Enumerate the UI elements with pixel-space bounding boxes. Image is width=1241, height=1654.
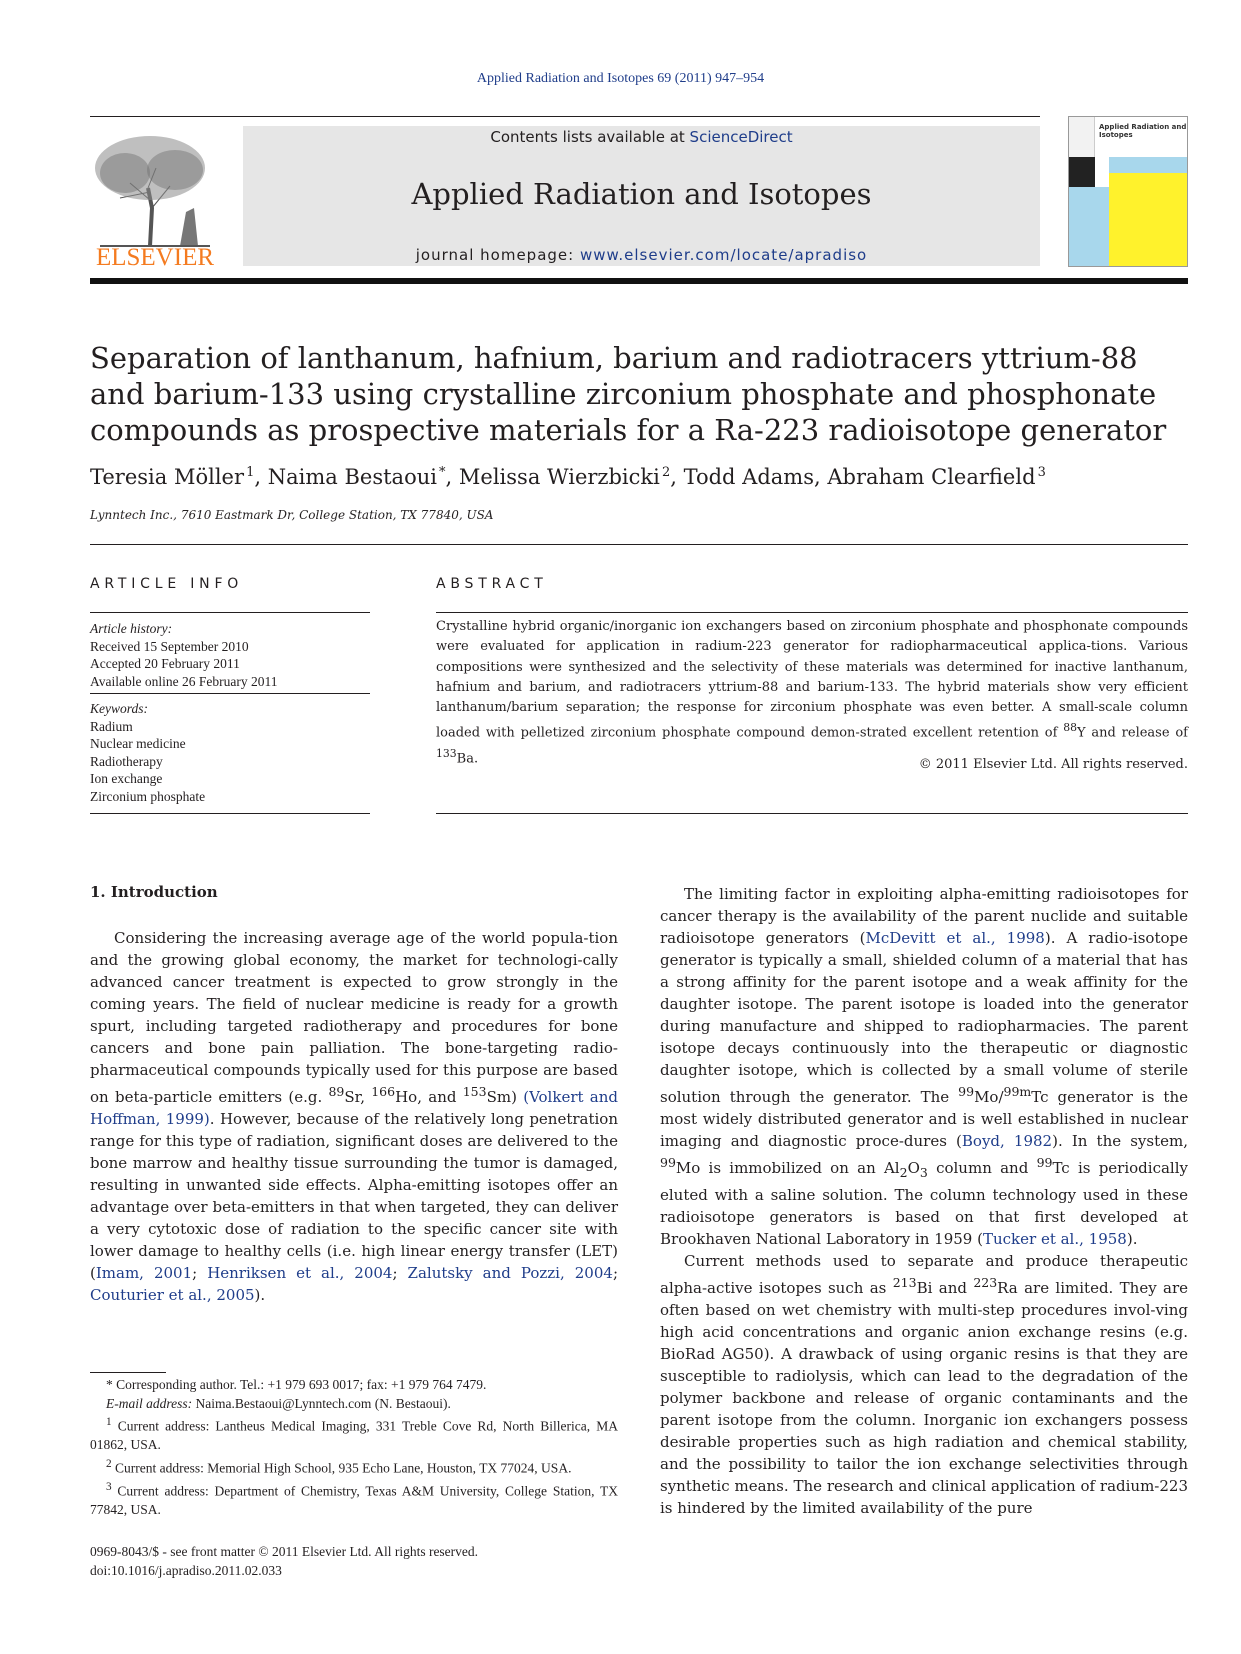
citation-link[interactable]: (Volkert and Hoffman, 1999)	[90, 1088, 618, 1128]
journal-title: Applied Radiation and Isotopes	[411, 177, 872, 211]
paragraph-text: Mo/	[974, 1088, 1004, 1106]
email-note	[90, 1395, 618, 1414]
isotope-mass: 99	[958, 1084, 975, 1099]
contents-line	[243, 128, 1040, 146]
paragraph-text: Sr,	[344, 1088, 372, 1106]
isotope-mass: 99	[660, 1155, 676, 1170]
article-info-bottom-rule	[90, 813, 370, 814]
footnotes	[90, 1376, 618, 1519]
citation-link[interactable]: Henriksen et al., 2004	[207, 1264, 393, 1282]
footnote-rule	[90, 1372, 166, 1373]
paragraph-text: Bi and	[916, 1279, 974, 1297]
cover-title-line-2: Isotopes	[1099, 131, 1133, 139]
keyword: Radium	[90, 718, 133, 734]
author-mark[interactable]: *	[439, 465, 446, 480]
paragraph-text: ;	[392, 1264, 408, 1282]
intro-left-column	[90, 927, 618, 1306]
footnote-mark: 2	[106, 1457, 112, 1470]
paragraph-text: Ho, and	[395, 1088, 463, 1106]
author-mark[interactable]: 3	[1037, 465, 1046, 480]
author-name[interactable]: Teresia Möller	[90, 465, 245, 489]
keywords-label: Keywords:	[90, 701, 148, 716]
history-received: Received 15 September 2010	[90, 638, 249, 654]
keywords	[90, 700, 370, 805]
author-name[interactable]: Todd Adams	[683, 465, 814, 489]
paragraph-text: ;	[192, 1264, 208, 1282]
page-footer	[90, 1542, 690, 1580]
paragraph-text: ). A radio-isotope generator is typically a small, shielded column of a material that has a strong affinity for the parent isotope and a weak affinity for the daughter isotope. The parent isotope is loaded into the generator during manufacture and shipped to radiopharmacies. The parent isotope decays continuously into the therapeutic or diagnostic daughter isotope, which is collected by a small volume of sterile solution through the generator. The	[660, 929, 1188, 1106]
abstract-text-part: Ba.	[456, 751, 479, 767]
homepage-line	[243, 246, 1040, 264]
sciencedirect-link[interactable]: ScienceDirect	[689, 128, 793, 146]
section-heading-introduction: 1. Introduction	[90, 883, 218, 901]
isotope-mass: 213	[892, 1275, 917, 1290]
title-bottom-rule	[90, 544, 1188, 545]
cover-title	[1099, 123, 1187, 139]
author-mark[interactable]: 1	[246, 465, 255, 480]
paragraph-text: Tc is periodically eluted with a saline solution. The column technology used in these radioisotope generators is based on that first developed at Brookhaven National Laboratory in 1959 (	[660, 1159, 1188, 1248]
homepage-prefix: journal homepage:	[415, 246, 580, 264]
paragraph-text: Current methods used to separate and produce therapeutic alpha-active isotopes such as	[660, 1252, 1188, 1297]
abstract-text-part: Y and release of	[1077, 725, 1188, 741]
formula-subscript: 2	[899, 1165, 908, 1180]
isotope-mass: 88	[1063, 721, 1077, 735]
keyword: Zirconium phosphate	[90, 788, 206, 804]
abstract-heading: ABSTRACT	[436, 576, 548, 592]
history-online: Available online 26 February 2011	[90, 673, 278, 689]
cover-blue-strip	[1109, 157, 1188, 173]
isotope-mass: 223	[973, 1275, 998, 1290]
isotope-mass: 166	[371, 1084, 396, 1099]
isotope-mass: 89	[328, 1084, 345, 1099]
footnote-text: Current address: Lantheus Medical Imaging, 331 Treble Cove Rd, North Billerica, MA 01862, USA.	[90, 1418, 618, 1452]
author-list: Teresia Möller $^1$, Naima Bestaoui *, Melissa Wierzbicki $^2$, Todd Adams, Abraham Clearfield $^3$	[90, 465, 1046, 489]
corresponding-author-note: * Corresponding author. Tel.: +1 979 693 0017; fax: +1 979 764 7479.	[106, 1377, 487, 1392]
footnote-3	[90, 1478, 618, 1520]
citation-link[interactable]: McDevitt et al., 1998	[865, 929, 1045, 947]
paragraph-text: The limiting factor in exploiting alpha-emitting radioisotopes for cancer therapy is the availability of the parent nuclide and suitable radioisotope generators (	[660, 885, 1188, 947]
front-matter-line: 0969-8043/$ - see front matter © 2011 Elsevier Ltd. All rights reserved.	[90, 1544, 479, 1559]
article-title	[90, 340, 1190, 448]
paragraph-text: Considering the increasing average age of the world popula-tion and the growing global economy, the market for technologi-cally advanced cancer treatment is expected to grow strongly in the coming years. The field of nuclear medicine is ready for a growth spurt, including targeted radiotherapy and procedures for bone cancers and bone pain palliation. The bone-targeting radio-pharmaceutical compounds typically used for this purpose are based on beta-particle emitters (e.g.	[90, 929, 618, 1106]
article-title-line-3: compounds as prospective materials for a Ra-223 radioisotope generator	[90, 413, 1167, 447]
intro-right-column	[660, 883, 1188, 1519]
footnote-text: Current address: Department of Chemistry, Texas A&M University, College Station, TX 77842, USA.	[90, 1483, 618, 1517]
keyword: Nuclear medicine	[90, 736, 186, 751]
email-address[interactable]: Naima.Bestaoui@Lynntech.com (N. Bestaoui).	[195, 1395, 451, 1411]
isotope-mass: 99	[1036, 1155, 1053, 1170]
cover-top-band	[1069, 117, 1095, 157]
intro-paragraph	[660, 883, 1188, 1250]
history-accepted: Accepted 20 February 2011	[90, 656, 240, 671]
author-mark[interactable]: 2	[661, 465, 671, 480]
paragraph-text: O	[907, 1159, 920, 1177]
paragraph-text: ). In the system,	[1052, 1132, 1188, 1150]
citation-link[interactable]: Couturier et al., 2005	[90, 1286, 255, 1304]
isotope-mass: 153	[462, 1084, 487, 1099]
paragraph-text: Tc generator is the most widely distributed generator and is well established in nuclear imaging and diagnostic proce-dures (	[660, 1088, 1188, 1150]
header-thick-rule	[90, 278, 1188, 284]
abstract-text	[436, 617, 1188, 770]
paragraph-text: Ra are limited. They are often based on wet chemistry with multi-step procedures invol-ving high acid concentrations and organic anion exchange resins (e.g. BioRad AG50). A drawback of using organic resins is that they are susceptible to radiolysis, which can lead to the degradation of the polymer backbone and release of organic contaminants and the parent isotope from the column. Inorganic ion exchangers possess desirable properties such as high radiation and chemical stability, and the possibility to tailor the ion exchange selectivities through synthetic means. The research and clinical application of radium-223 is hindered by the limited availability of the pure	[660, 1279, 1189, 1517]
citation-link[interactable]: Tucker et al., 1958	[982, 1230, 1127, 1248]
paragraph-text: ;	[612, 1264, 618, 1282]
paragraph-text: ).	[1126, 1230, 1138, 1248]
history-keywords-rule	[90, 693, 370, 694]
footnote-mark: 3	[106, 1480, 112, 1493]
isotope-mass: 133	[436, 747, 457, 761]
paragraph-text: Sm)	[486, 1088, 524, 1106]
author-name[interactable]: Naima Bestaoui	[267, 465, 437, 489]
article-info-rule	[90, 612, 370, 613]
header-top-rule	[90, 116, 1040, 117]
intro-paragraph	[90, 927, 618, 1306]
footnote-text: Current address: Memorial High School, 935 Echo Lane, Houston, TX 77024, USA.	[111, 1460, 572, 1475]
cover-yellow-block	[1109, 173, 1188, 267]
footnote-mark: 1	[106, 1416, 112, 1428]
citation-link[interactable]: Boyd, 1982	[961, 1132, 1053, 1150]
keyword: Radiotherapy	[90, 753, 163, 769]
citation-link[interactable]: Imam, 2001	[95, 1264, 193, 1282]
article-history	[90, 620, 370, 690]
abstract-bottom-rule	[436, 813, 1188, 814]
abstract-copyright: © 2011 Elsevier Ltd. All rights reserved.	[918, 757, 1188, 772]
footnote-1	[90, 1413, 618, 1455]
paragraph-text: ).	[254, 1286, 266, 1304]
article-info-heading: ARTICLE INFO	[90, 576, 244, 592]
paragraph-text: . However, because of the relatively long penetration range for this type of radiation, significant doses are delivered to the bone marrow and healthy tissue surrounding the tumor is damaged, resulting in unwanted side effects. Alpha-emitting isotopes offer an advantage over beta-emitters in that when targeted, they can deliver a very cytotoxic dose of radiation to the specific cancer site with lower damage to healthy cells (i.e. high linear energy transfer (LET) (	[90, 1110, 618, 1282]
homepage-link[interactable]: www.elsevier.com/locate/apradiso	[579, 246, 868, 264]
paragraph-text: Mo is immobilized on an Al	[675, 1159, 900, 1177]
email-label: E-mail address:	[106, 1395, 196, 1411]
footnote-2	[90, 1455, 618, 1478]
author-name[interactable]: Abraham Clearfield	[827, 465, 1036, 489]
intro-paragraph	[660, 1250, 1188, 1519]
paragraph-text: column and	[927, 1159, 1037, 1177]
author-name[interactable]: Melissa Wierzbicki	[458, 465, 660, 489]
cover-title-line-1: Applied Radiation and	[1099, 123, 1187, 131]
keyword: Ion exchange	[90, 771, 163, 786]
elsevier-logo-text: ELSEVIER	[95, 244, 215, 271]
abstract-text-part: Crystalline hybrid organic/inorganic ion exchangers based on zirconium phosphate and phosphonate compounds were evaluated for application in radium-223 generator for radiopharmaceutical applica-tions. Various compositions were synthesized and the selectivity of these materials was determined for inactive lanthanum, hafnium and barium, and radiotracers yttrium-88 and barium-133. The hybrid materials show very efficient lanthanum/barium separation; the response for zirconium phosphate was even better. A small-scale column loaded with pelletized zirconium phosphate compound demon-strated excellent retention of	[436, 619, 1188, 741]
abstract-rule	[436, 612, 1188, 613]
doi-line[interactable]: doi:10.1016/j.apradiso.2011.02.033	[90, 1563, 282, 1578]
history-label: Article history:	[90, 621, 173, 636]
article-title-line-1: Separation of lanthanum, hafnium, barium and radiotracers yttrium-88	[90, 341, 1138, 375]
contents-prefix: Contents lists available at	[490, 128, 690, 146]
article-title-line-2: and barium-133 using crystalline zirconium phosphate and phosphonate	[90, 377, 1157, 411]
isotope-mass: 99m	[1003, 1084, 1032, 1099]
affiliation: Lynntech Inc., 7610 Eastmark Dr, College Station, TX 77840, USA	[90, 508, 494, 522]
cover-atom-icon	[1069, 157, 1095, 187]
journal-reference[interactable]: Applied Radiation and Isotopes 69 (2011) 947–954	[476, 71, 765, 86]
citation-link[interactable]: Zalutsky and Pozzi, 2004	[407, 1264, 613, 1282]
journal-cover-thumbnail	[1068, 116, 1188, 267]
formula-subscript: 3	[919, 1165, 928, 1180]
cover-blue-block	[1069, 187, 1109, 267]
